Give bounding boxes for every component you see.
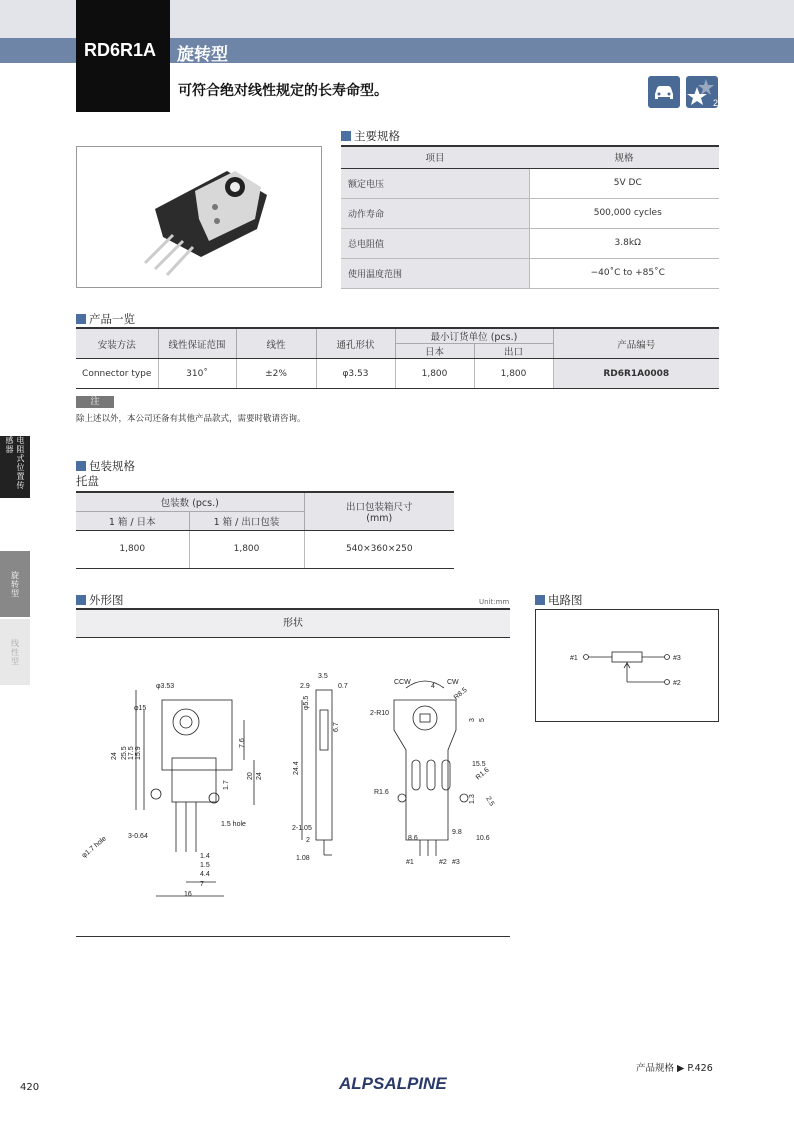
dim-label: 4.4 bbox=[200, 871, 210, 878]
dim-label: 3 bbox=[469, 718, 476, 722]
dim-label: R8.5 bbox=[452, 686, 469, 702]
dim-label: φ1.7 hole bbox=[80, 835, 108, 860]
dim-label: 3-0.64 bbox=[128, 833, 148, 840]
dim-label: 2-1.05 bbox=[292, 825, 312, 832]
dim-label: 5 bbox=[479, 718, 486, 722]
dim-label: φ5.5 bbox=[303, 695, 310, 710]
car-icon bbox=[648, 76, 680, 108]
dim-label: 1.08 bbox=[296, 855, 310, 862]
dim-label: CW bbox=[447, 679, 459, 686]
products-heading: 产品一览 bbox=[76, 311, 135, 327]
spec-page-link[interactable]: 产品规格 ▶ P.426 bbox=[636, 1063, 713, 1074]
note-text: 除上述以外，本公司还备有其他产品款式，需要时敬请咨询。 bbox=[76, 414, 306, 424]
col-spec: 规格 bbox=[529, 146, 719, 168]
product-code: RD6R1A0008 bbox=[553, 359, 719, 389]
circuit-diagram bbox=[536, 610, 718, 721]
dim-label: 4 bbox=[431, 683, 435, 690]
note-label: 注 bbox=[76, 396, 114, 408]
dim-label: 1.7 bbox=[223, 780, 230, 790]
dim-label: 1.4 bbox=[200, 853, 210, 860]
packing-sub: 托盘 bbox=[76, 474, 99, 488]
dim-label: φ15 bbox=[134, 705, 147, 712]
dim-label: 2-R10 bbox=[370, 710, 390, 717]
table-row: 总电阻值 3.8kΩ bbox=[341, 228, 719, 258]
product-type: 旋转型 bbox=[177, 45, 228, 65]
dim-label: 16 bbox=[184, 891, 192, 898]
dim-label: 1.3 bbox=[469, 794, 476, 804]
table-row: 使用温度范围 −40˚C to +85˚C bbox=[341, 258, 719, 288]
dim-label: R1.6 bbox=[374, 789, 389, 796]
dim-label: 6.7 bbox=[333, 722, 340, 732]
dim-label: 2 bbox=[306, 837, 310, 844]
shape-header: 形状 bbox=[76, 608, 510, 638]
pin-1: #1 bbox=[570, 655, 578, 662]
col-item: 项目 bbox=[341, 146, 529, 168]
dim-label: 1.5 bbox=[200, 862, 210, 869]
side-tab-rotary[interactable]: 旋转型 bbox=[0, 551, 30, 617]
model-name: RD6R1A bbox=[84, 40, 157, 60]
dim-label: 0.7 bbox=[338, 683, 348, 690]
table-row: 1,800 1,800 540×360×250 bbox=[76, 530, 454, 568]
pin-2: #2 bbox=[673, 680, 681, 687]
dim-label: 15.9 bbox=[135, 746, 142, 760]
dim-label: CCW bbox=[394, 679, 411, 686]
table-row: 动作寿命 500,000 cycles bbox=[341, 198, 719, 228]
side-tab-sensor[interactable]: 电阻式位置传感器 bbox=[0, 436, 30, 498]
specs-table bbox=[341, 145, 719, 289]
circuit-heading: 电路图 bbox=[535, 592, 583, 608]
dim-label: 2.9 bbox=[300, 683, 310, 690]
dim-label: 24 bbox=[256, 772, 263, 780]
table-row: Connector type 310˚ ±2% φ3.53 1,800 1,800 RD6R1A0008 bbox=[76, 359, 719, 389]
dim-label: φ3.53 bbox=[156, 683, 175, 690]
page-number: 420 bbox=[20, 1082, 40, 1093]
table-row: 额定电压 5V DC bbox=[341, 168, 719, 198]
side-tab-linear[interactable]: 线性型 bbox=[0, 619, 30, 685]
product-table: 安装方法 线性保证范围 线性 通孔形状 最小订货单位 (pcs.) 产品编号 日本 出口 Connector type 310˚ ±2% φ3.53 1,800 1,800 RD6R1A0008 bbox=[76, 327, 719, 389]
outline-bottom-rule bbox=[76, 936, 510, 937]
dim-label: R1.6 bbox=[474, 766, 491, 782]
dim-label: 8.6 bbox=[408, 835, 418, 842]
dim-label: 24.4 bbox=[293, 761, 300, 775]
outline-drawing bbox=[76, 660, 516, 910]
star-rank-icon bbox=[686, 76, 718, 108]
specs-heading: 主要规格 bbox=[341, 128, 400, 144]
dim-label: 20 bbox=[247, 772, 254, 780]
packing-heading: 包装规格 bbox=[76, 458, 135, 474]
dim-label: 2.5 bbox=[484, 795, 496, 808]
dim-label: 1.5 hole bbox=[221, 821, 246, 828]
dim-label: 10.6 bbox=[476, 835, 490, 842]
dim-label: 9.8 bbox=[452, 829, 462, 836]
dim-label: 24 bbox=[111, 752, 118, 760]
outline-heading: 外形图 bbox=[76, 592, 124, 608]
tagline: 可符合绝对线性规定的长寿命型。 bbox=[178, 83, 388, 99]
circuit-box bbox=[535, 609, 719, 722]
svg-text:2: 2 bbox=[713, 98, 718, 108]
dim-label: #1 bbox=[406, 859, 414, 866]
dim-label: 3.5 bbox=[318, 673, 328, 680]
pin-3: #3 bbox=[673, 655, 681, 662]
dim-label: 25.5 bbox=[121, 746, 128, 760]
dim-label: #3 bbox=[452, 859, 460, 866]
dim-label: 15.5 bbox=[472, 761, 486, 768]
dim-label: 7.6 bbox=[239, 738, 246, 748]
dim-label: 17.5 bbox=[128, 746, 135, 760]
product-photo bbox=[76, 146, 322, 288]
packing-table: 包装数 (pcs.) 出口包装箱尺寸 (mm) 1 箱 / 日本 1 箱 / 出口包装 1,800 1,800 540×360×250 bbox=[76, 491, 454, 569]
dim-label: 7 bbox=[200, 881, 204, 888]
unit-label: Unit:mm bbox=[479, 598, 510, 606]
dim-label: #2 bbox=[439, 859, 447, 866]
brand-logo: ALPSALPINE bbox=[339, 1074, 447, 1093]
